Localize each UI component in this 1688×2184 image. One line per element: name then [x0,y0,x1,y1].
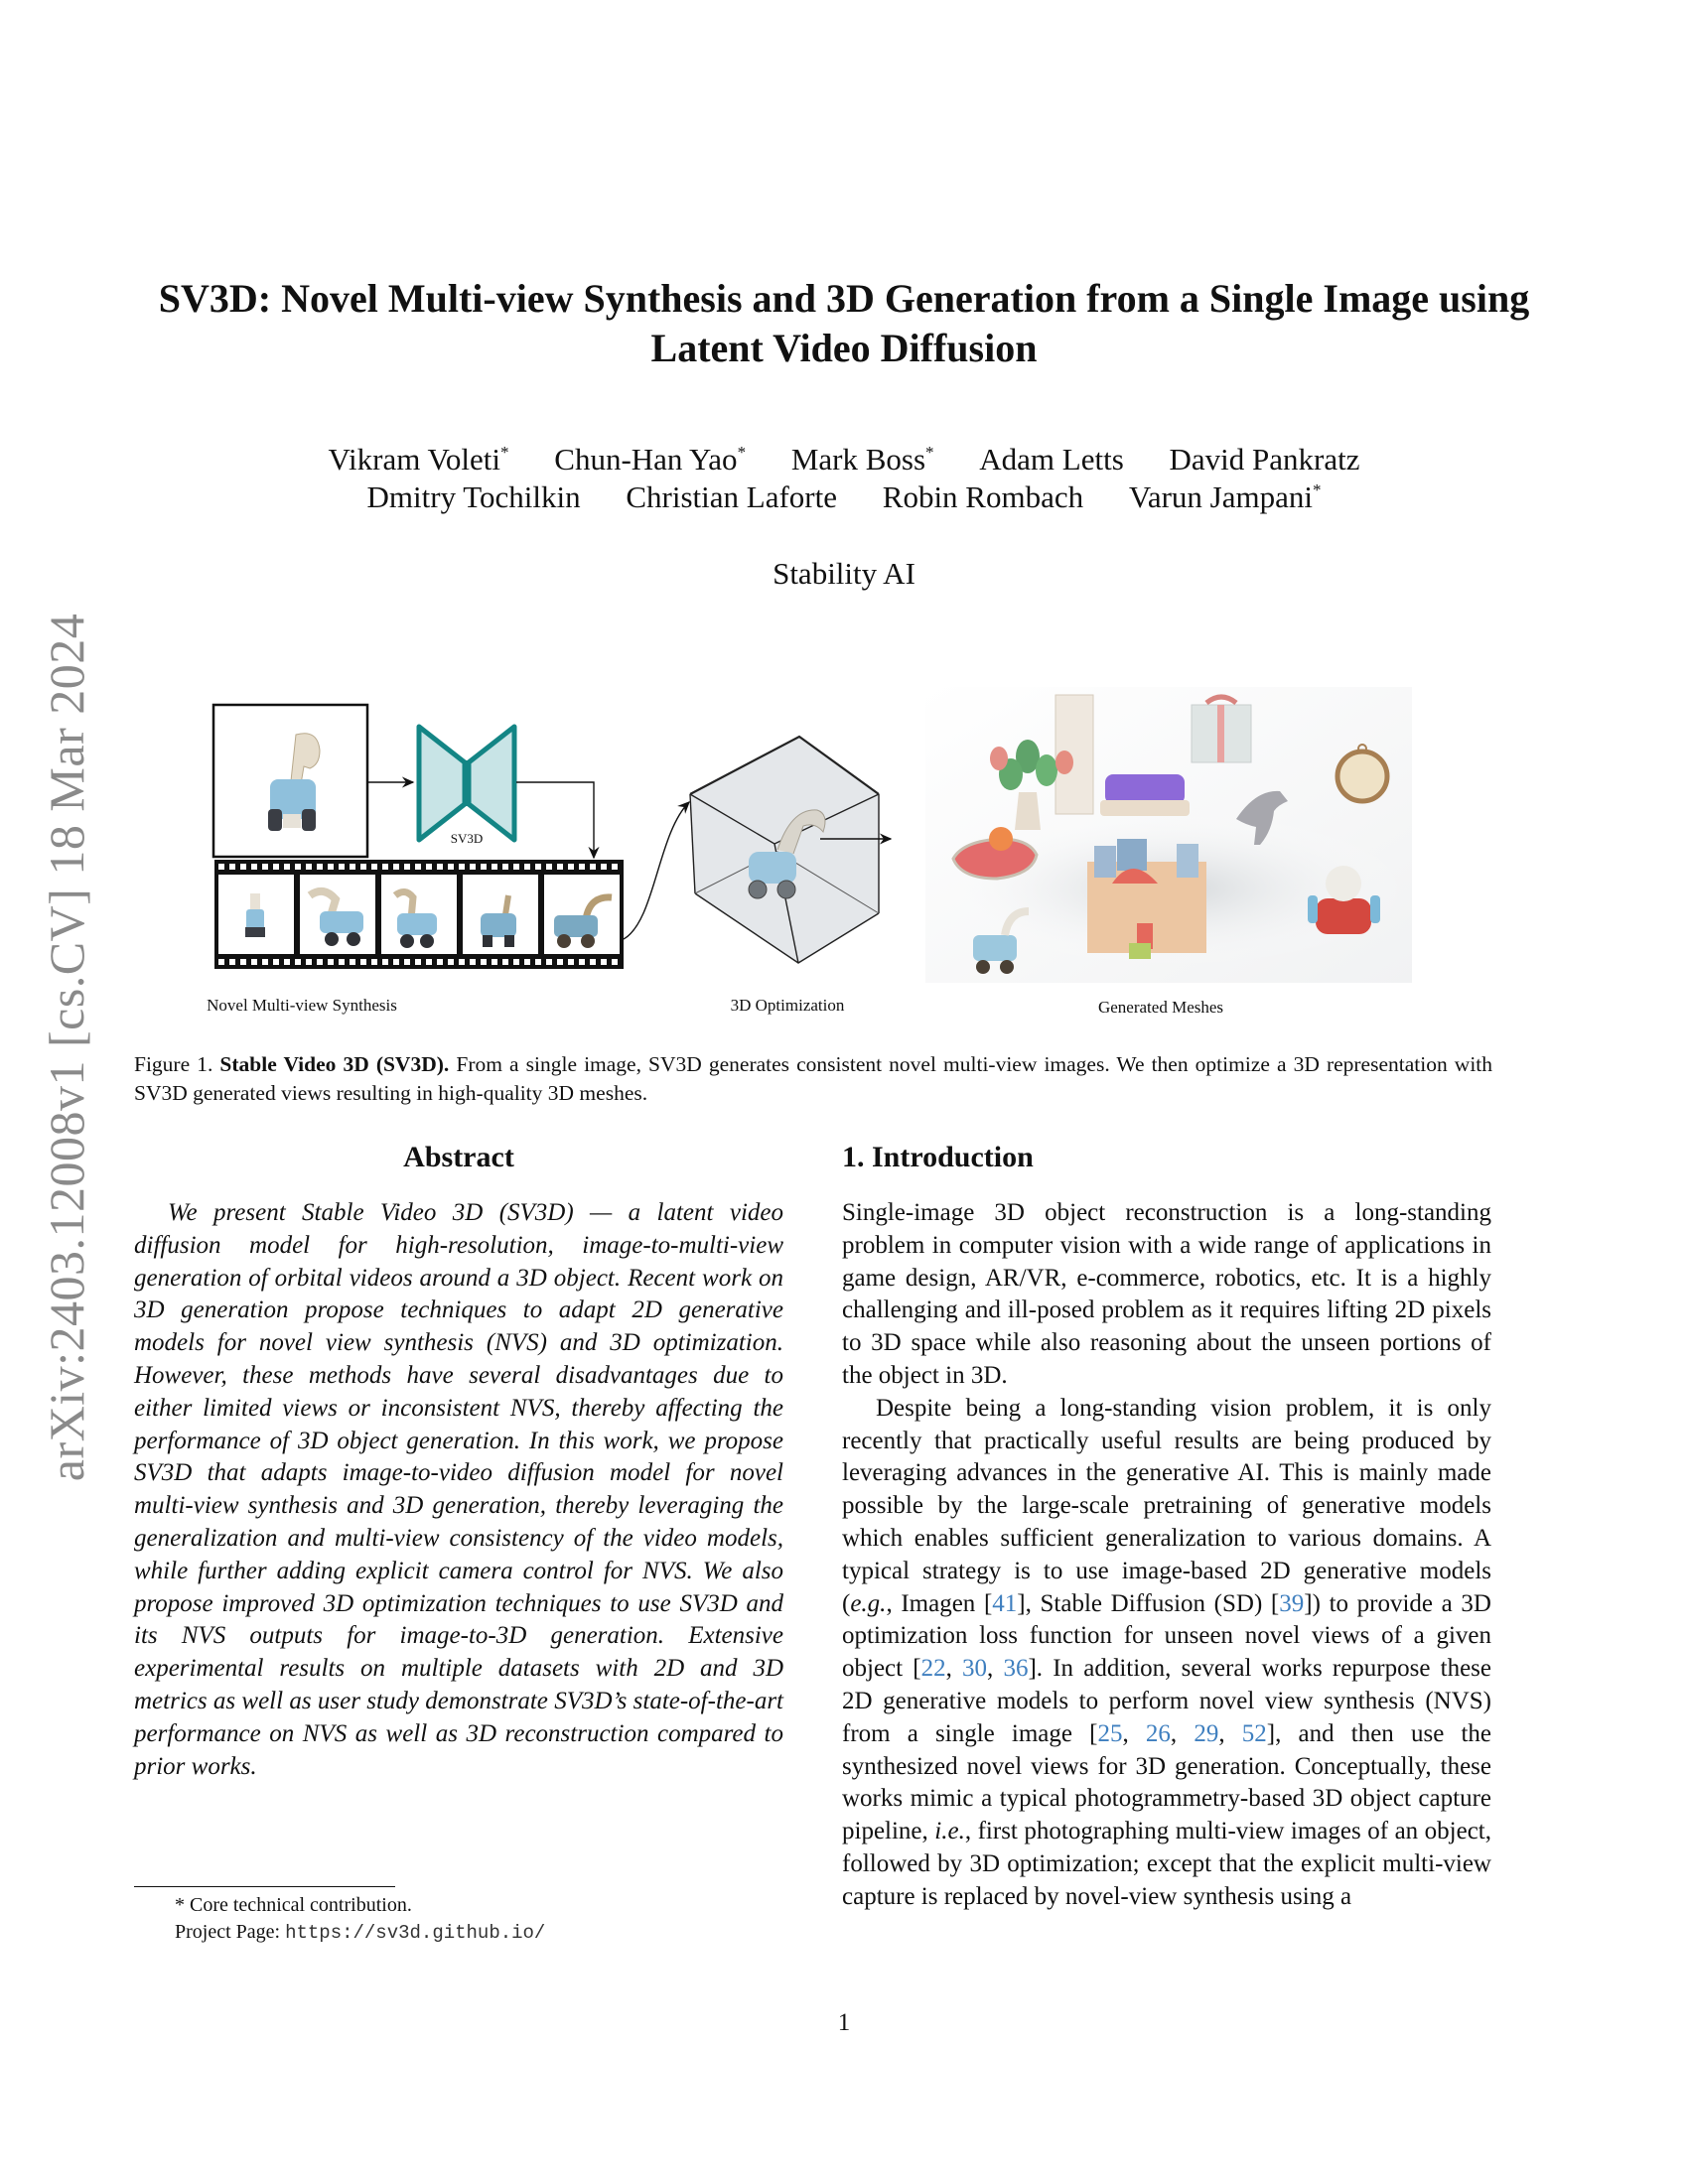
author-name: Adam Letts [979,442,1124,477]
arrow-to-optimization [624,802,689,939]
core-contribution-mark: * [1312,480,1322,499]
footnote-rule [134,1886,395,1887]
citation-link[interactable]: 26 [1145,1719,1171,1747]
author-name: Dmitry Tochilkin [366,479,581,514]
text: , [1170,1719,1195,1747]
author-list [119,441,1569,516]
footnote-project-page [175,1919,545,1947]
abstract-text: We present Stable Video 3D (SV3D) — a latent video diffusion model for high-resolution, image-to-multi-view generation of orbital videos around a 3D object. Recent work on 3D generation propose techniques to adapt 2D generative models for novel view synthesis (NVS) and 3D optimization. However, these methods have several disadvantages due to either limited views or inconsistent NVS, thereby affecting the performance of 3D object generation. In this work, we propose SV3D that adapts image-to-video diffusion model for novel multi-view synthesis and 3D generation, thereby leveraging the generalization and multi-view consistency of the video models, while further adding explicit camera control for NVS. We also propose improved 3D optimization techniques to use SV3D and its NVS outputs for image-to-3D generation. Extensive experimental results on multiple datasets with 2D and 3D metrics as well as user study demonstrate SV3D’s state-of-the-art performance on NVS as well as 3D reconstruction compared to prior works. [134,1199,783,1780]
figure-sublabel-meshes: Generated Meshes [1097,998,1224,1017]
footnote-core-contribution: * Core technical contribution. [175,1894,412,1916]
author-name: Robin Rombach [882,479,1084,514]
title-line-2: Latent Video Diffusion [650,326,1038,370]
citation-link[interactable]: 36 [1003,1655,1029,1683]
caption-text: From a single image, SV3D generates consistent novel multi-view images. We then optimize a 3D representation with SV3D generated views resulting in high-quality 3D meshes. [134,1052,1493,1105]
author [791,441,934,478]
caption-title: Stable Video 3D (SV3D). [219,1052,450,1076]
text: , [945,1655,963,1683]
mesh-sofa [1100,774,1190,816]
arxiv-stamp [32,556,101,1539]
author [367,478,581,516]
page-number: 1 [837,2009,851,2036]
project-page-link[interactable]: https://sv3d.github.io/ [285,1922,546,1944]
core-contribution-mark: * [925,443,934,462]
author-name: Chun-Han Yao [554,442,738,477]
author [979,441,1124,478]
paper-title [119,274,1569,373]
author-name: Varun Jampani [1128,479,1313,514]
text: ]. In addition, several works repurpose these 2D generative models to perform novel view synthesis (NVS) from a single image [ [842,1655,1491,1747]
abstract-section [134,1140,783,1783]
figure-sublabel-optimization: 3D Optimization [730,996,845,1015]
citation-link[interactable]: 29 [1194,1719,1219,1747]
caption-label: Figure 1. [134,1052,213,1076]
text: ]) to provide a 3D optimization loss function for unseen novel views of a given object [ [842,1589,1491,1683]
author [1129,478,1322,516]
figure-caption [134,1050,1492,1108]
model-label: SV3D [450,831,484,846]
arxiv-identifier: arXiv:2403.12008v1 [cs.CV] 18 Mar 2024 [39,613,94,1482]
footnote [175,1892,545,1947]
text: , first photographing multi-view images of an object, followed by 3D optimization; except that the explicit multi-view capture is replaced by novel-view synthesis using a [842,1818,1492,1910]
arrow-to-views [516,782,594,858]
citation-link[interactable]: 25 [1097,1719,1123,1747]
author-name: Mark Boss [790,442,926,477]
pipeline-diagram [199,675,1420,1032]
author-name: Christian Laforte [626,479,838,514]
citation-link[interactable]: 30 [962,1655,988,1683]
text: Despite being a long-standing vision problem, it is only recently that practically useful results are being produced by leveraging advances in the generative AI. This is mainly made possible by the large-scale pretraining of generative models which enables sufficient generalization to various domains. A typical strategy is to use image-based 2D generative models ( [842,1394,1491,1617]
author [883,478,1083,516]
text: e.g. [850,1589,887,1617]
generated-meshes [925,687,1412,983]
text: ], Stable Diffusion (SD) [ [1017,1589,1280,1617]
figure-sublabel-synthesis: Novel Multi-view Synthesis [207,996,397,1015]
text: , Imagen [ [886,1589,993,1617]
citation-link[interactable]: 22 [920,1655,946,1683]
text: , [987,1655,1004,1683]
project-page-label: Project Page: [175,1921,286,1943]
input-image [213,705,367,857]
introduction-heading: 1. Introduction [842,1141,1034,1173]
author [329,441,509,478]
citation-link[interactable]: 39 [1279,1589,1305,1617]
intro-paragraph-2 [842,1393,1491,1914]
multiview-film-strip [214,860,624,969]
text: ], and then use the synthesized novel views for 3D generation. Conceptually, these works mimic a typical photogrammetry-based 3D object capture pipeline, [842,1719,1491,1845]
title-line-1: SV3D: Novel Multi-view Synthesis and 3D Generation from a Single Image using [158,276,1530,321]
author-row-1 [119,441,1569,478]
author-row-2 [119,478,1569,516]
author-name: David Pankratz [1169,442,1360,477]
sv3d-model-icon [419,727,514,840]
citation-link[interactable]: 52 [1241,1719,1267,1747]
text: , [1122,1719,1146,1747]
core-contribution-mark: * [737,443,747,462]
introduction-section [842,1140,1491,1914]
text: , [1218,1719,1242,1747]
citation-link[interactable]: 41 [992,1589,1018,1617]
figure-1 [199,675,1420,1032]
author [554,441,746,478]
affiliation: Stability AI [773,556,915,591]
mesh-gift-box [1192,697,1251,762]
author [1170,441,1360,478]
optimization-cube [690,737,879,963]
abstract-heading: Abstract [403,1141,514,1173]
author-name: Vikram Voleti [328,442,501,477]
core-contribution-mark: * [500,443,509,462]
mesh-castle [1087,839,1206,959]
author [626,478,837,516]
text: i.e. [934,1818,965,1845]
intro-paragraph-1: Single-image 3D object reconstruction is a long-standing problem in computer vision with a wide range of applications in game design, AR/VR, e-commerce, robotics, etc. It is a highly challenging and ill-posed problem as it requires lifting 2D pixels to 3D space while also reasoning about the unseen portions of the object in 3D. [842,1199,1491,1389]
